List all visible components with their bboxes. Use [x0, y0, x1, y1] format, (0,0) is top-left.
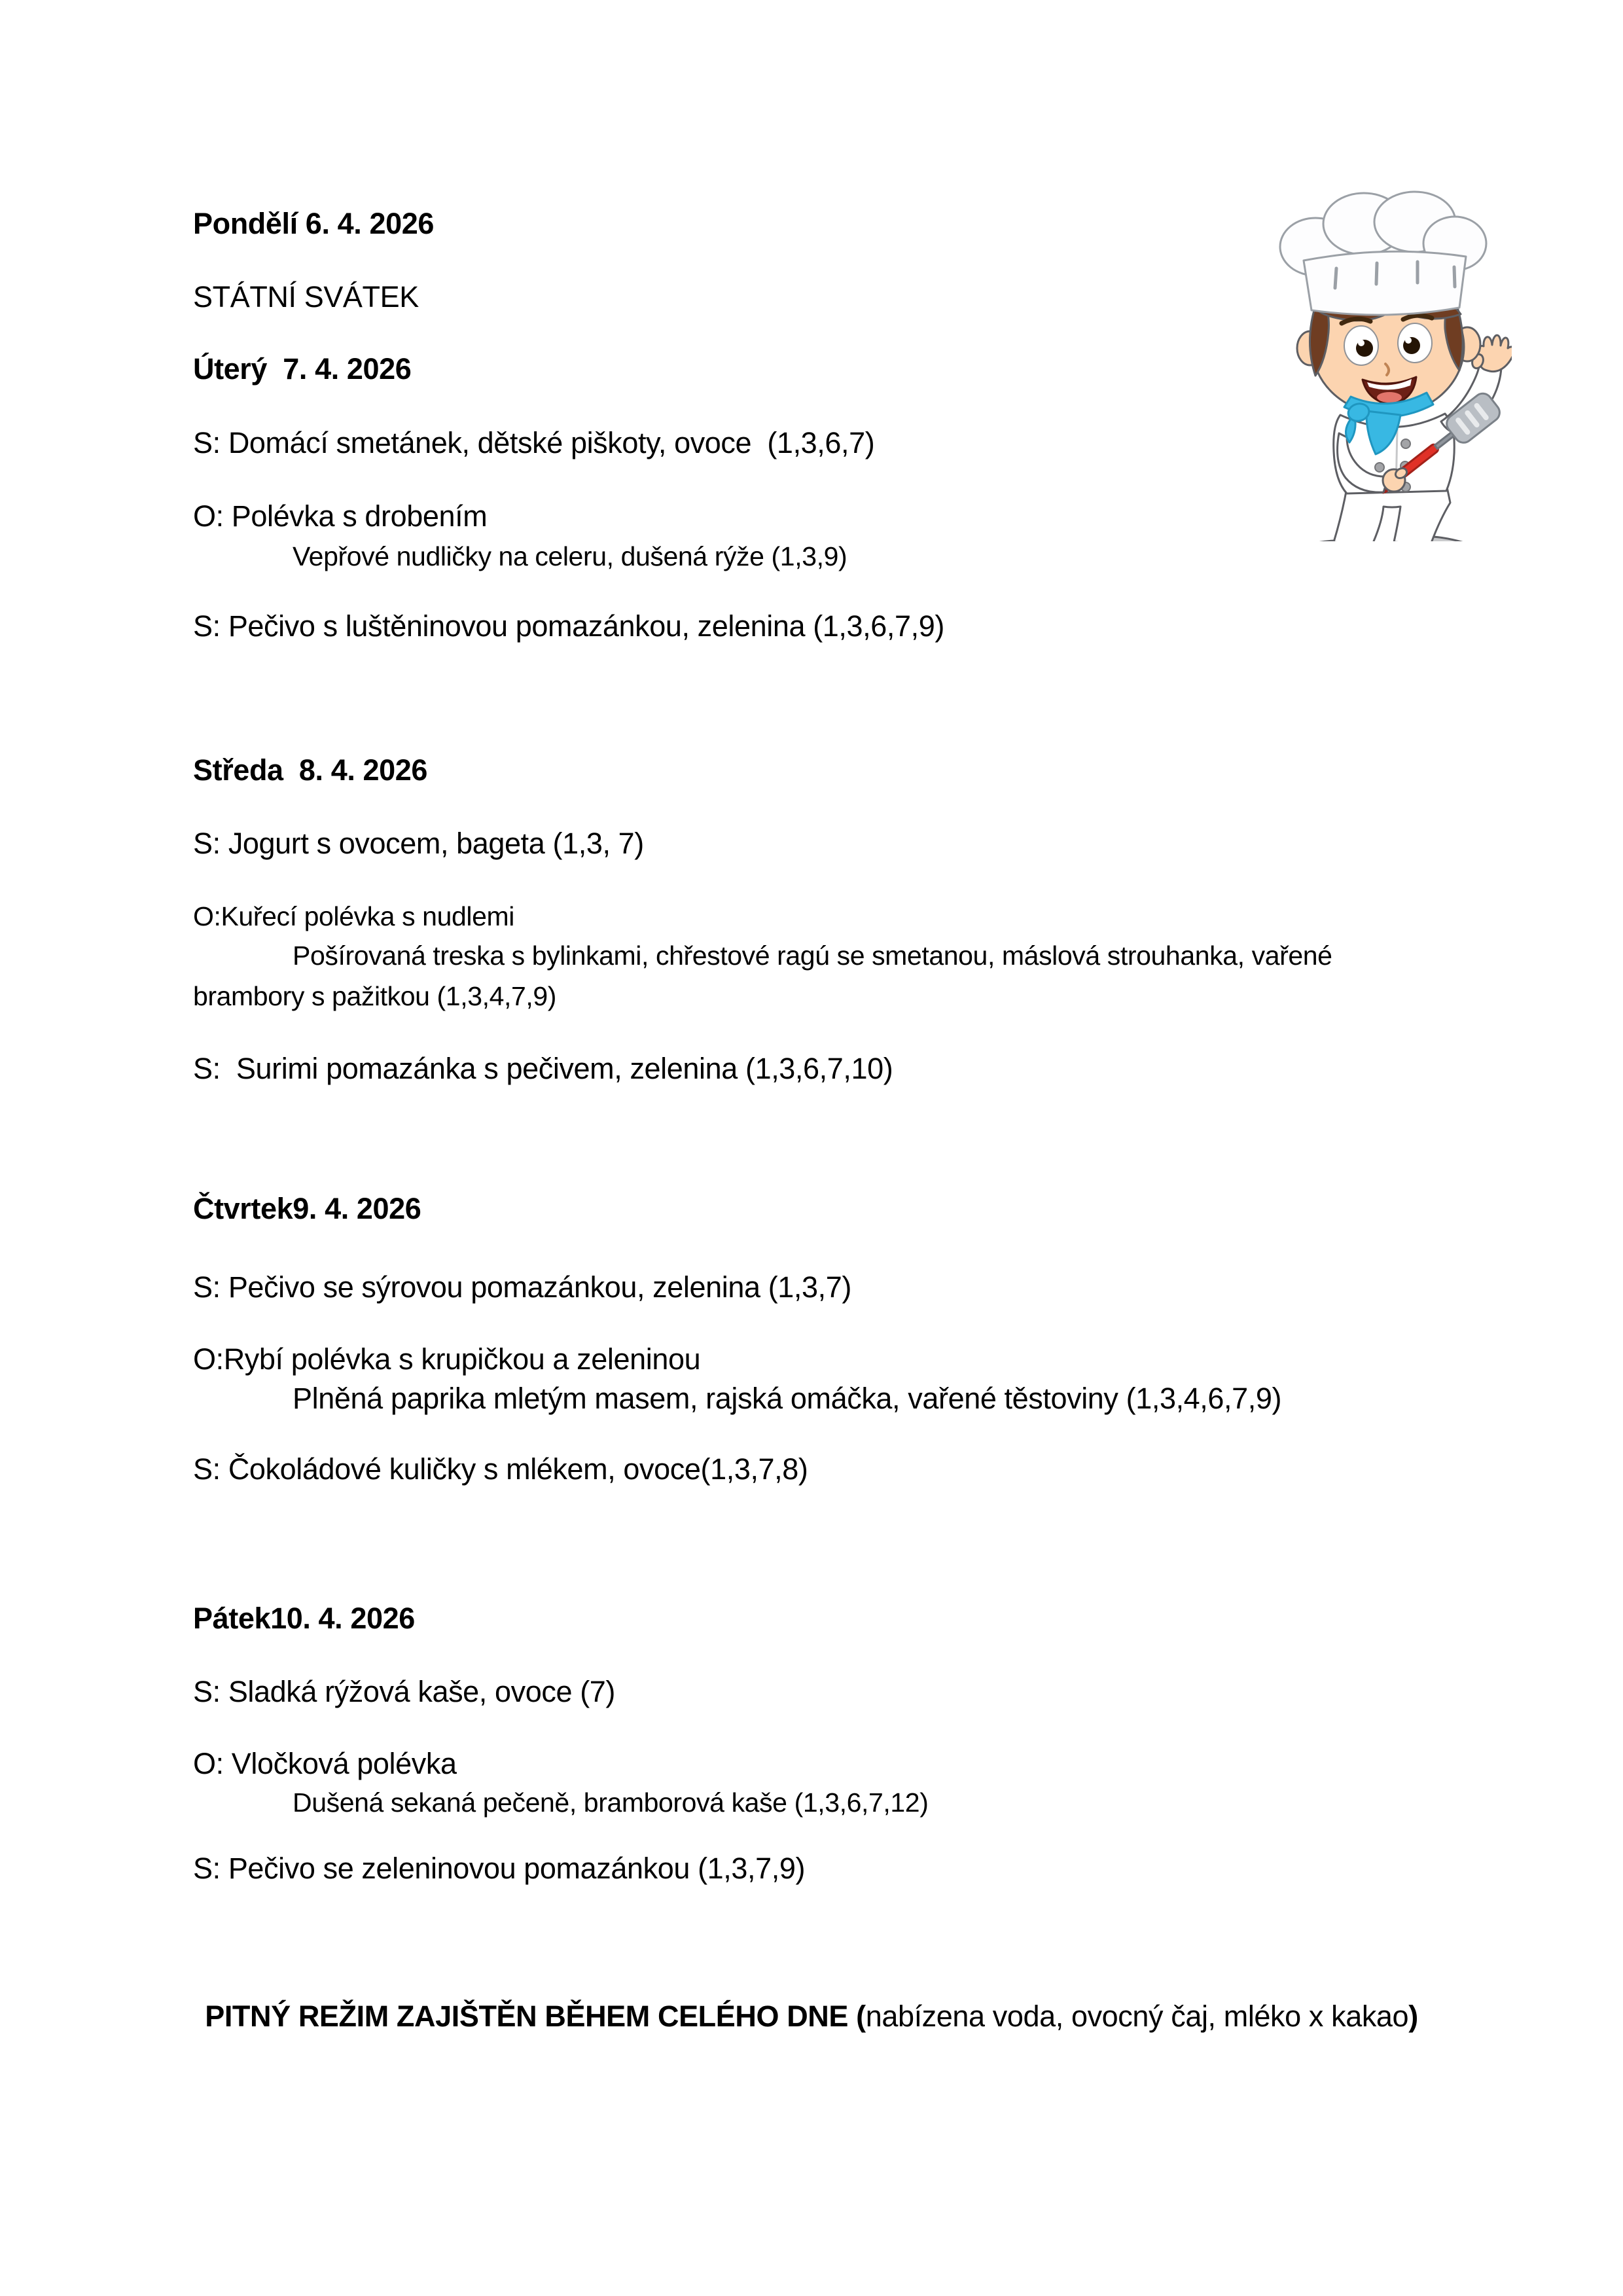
wednesday-snack2: S: Surimi pomazánka s pečivem, zelenina (1,3,6,7,10)	[193, 1052, 893, 1085]
drink-regime-bold-close: )	[1408, 2000, 1418, 2033]
thursday-soup: O:Rybí polévka s krupičkou a zeleninou	[193, 1342, 701, 1376]
tuesday-main: Vepřové nudličky na celeru, dušená rýže (1,3,9)	[293, 541, 847, 571]
drink-regime-bold-open: PITNÝ REŽIM ZAJIŠTĚN BĚHEM CELÉHO DNE (	[205, 2000, 866, 2033]
thursday-snack1: S: Pečivo se sýrovou pomazánkou, zelenina (1,3,7)	[193, 1270, 851, 1304]
chef-illustration	[1237, 185, 1512, 541]
wednesday-snack1: S: Jogurt s ovocem, bageta (1,3, 7)	[193, 827, 644, 860]
chef-shoes-icon	[1298, 536, 1472, 541]
monday-holiday-note: STÁTNÍ SVÁTEK	[193, 280, 419, 314]
day-wednesday-title: Středa 8. 4. 2026	[193, 753, 428, 787]
friday-main: Dušená sekaná pečeně, bramborová kaše (1,3,6,7,12)	[293, 1787, 929, 1818]
day-thursday-title: Čtvrtek9. 4. 2026	[193, 1192, 421, 1225]
drink-regime-regular: nabízena voda, ovocný čaj, mléko x kakao	[865, 2000, 1409, 2033]
thursday-snack2: S: Čokoládové kuličky s mlékem, ovoce(1,3,7,8)	[193, 1452, 808, 1486]
day-monday-title: Pondělí 6. 4. 2026	[193, 207, 434, 240]
tuesday-soup: O: Polévka s drobením	[193, 499, 488, 533]
day-friday-title: Pátek10. 4. 2026	[193, 1602, 415, 1635]
drink-regime-note	[0, 2000, 1623, 2034]
chef-hat-icon	[1280, 192, 1486, 315]
friday-snack2: S: Pečivo se zeleninovou pomazánkou (1,3,7,9)	[193, 1852, 806, 1885]
tuesday-snack1: S: Domácí smetánek, dětské piškoty, ovoce (1,3,6,7)	[193, 426, 875, 459]
tuesday-snack2: S: Pečivo s luštěninovou pomazánkou, zelenina (1,3,6,7,9)	[193, 609, 944, 643]
friday-soup: O: Vločková polévka	[193, 1747, 457, 1780]
wednesday-main-line2: brambory s pažitkou (1,3,4,7,9)	[193, 981, 557, 1011]
wednesday-main-line1: Pošírovaná treska s bylinkami, chřestové ragú se smetanou, máslová strouhanka, vařené	[293, 941, 1332, 971]
thursday-main: Plněná paprika mletým masem, rajská omáčka, vařené těstoviny (1,3,4,6,7,9)	[293, 1382, 1282, 1415]
wednesday-soup: O:Kuřecí polévka s nudlemi	[193, 901, 514, 931]
friday-snack1: S: Sladká rýžová kaše, ovoce (7)	[193, 1675, 615, 1708]
day-tuesday-title: Úterý 7. 4. 2026	[193, 352, 412, 386]
